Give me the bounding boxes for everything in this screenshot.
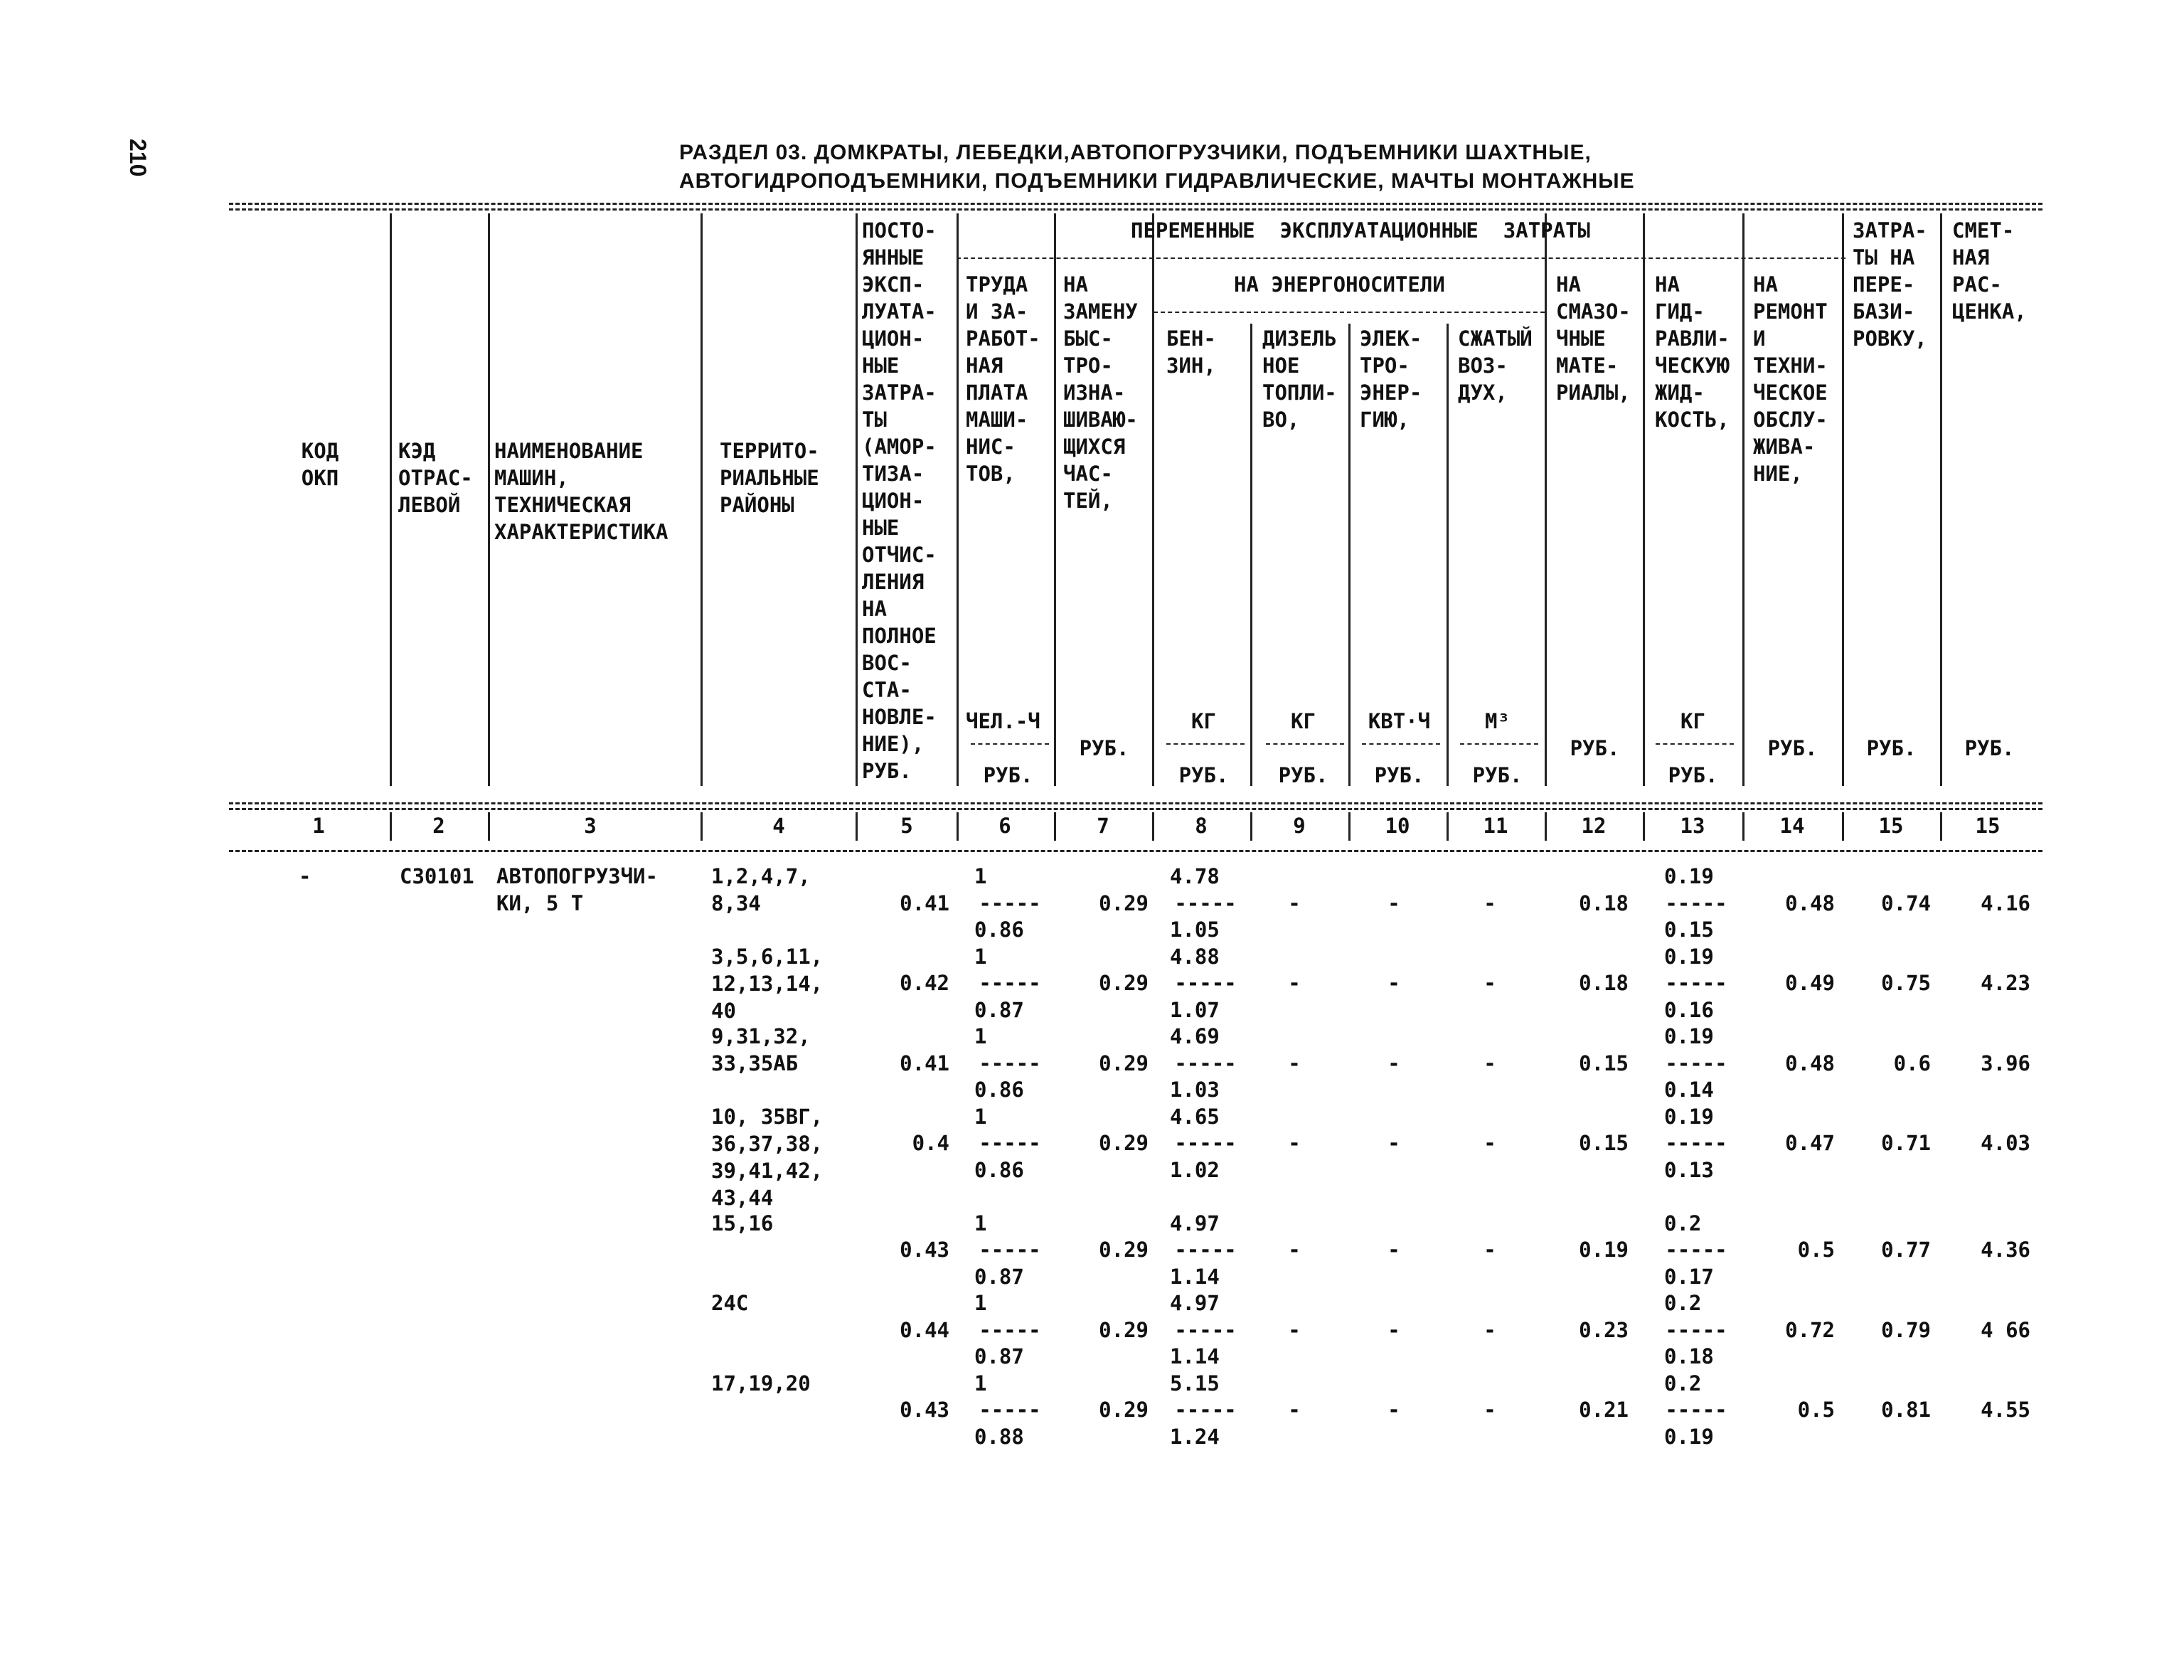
header-name: НАИМЕНОВАНИЕ МАШИН, ТЕХНИЧЕСКАЯ ХАРАКТЕРИСТИКА — [494, 439, 668, 544]
header-electric-unit-dash — [1362, 743, 1440, 745]
column-divider — [856, 213, 858, 786]
air-value: - — [1483, 971, 1496, 995]
fraction-line: ----- — [979, 1398, 1041, 1422]
header-relocation: ЗАТРА- ТЫ НА ПЕРЕ- БАЗИ- РОВКУ, — [1853, 218, 1927, 351]
header-bottom-rule-2 — [229, 808, 2042, 810]
column-number: 8 — [1195, 814, 1208, 838]
territorial-regions: 3,5,6,11, 12,13,14, 40 — [711, 944, 824, 1023]
hydraulic-cost-value: 0.17 — [1664, 1264, 1714, 1289]
labor-cost-value: 0.86 — [974, 918, 1024, 942]
header-regions: ТЕРРИТО- РИАЛЬНЫЕ РАЙОНЫ — [720, 439, 819, 517]
header-labor-unit-top: ЧЕЛ.-Ч — [966, 709, 1040, 733]
repair-value: 0.49 — [1785, 971, 1835, 995]
header-labor-unit-bottom: РУБ. — [983, 763, 1033, 787]
energy-column-divider — [1250, 324, 1252, 786]
header-petrol: БЕН- ЗИН, — [1166, 326, 1216, 378]
header-air-unit-bottom: РУБ. — [1472, 763, 1523, 787]
fraction-line: ----- — [1665, 1131, 1727, 1155]
fraction-line: ----- — [979, 890, 1041, 915]
constant-costs-value: 0.4 — [912, 1131, 949, 1155]
column-number: 1 — [312, 814, 325, 838]
column-divider — [1643, 213, 1645, 786]
parts-cost-value: 0.29 — [1099, 971, 1149, 995]
labor-cost-value: 0.87 — [974, 1264, 1024, 1289]
relocation-value: 0.74 — [1881, 890, 1931, 915]
relocation-value: 0.79 — [1881, 1317, 1931, 1342]
air-value: - — [1483, 1051, 1496, 1075]
constant-costs-value: 0.41 — [900, 890, 949, 915]
column-number: 14 — [1779, 814, 1805, 838]
column-number: 10 — [1385, 814, 1410, 838]
parts-cost-value: 0.29 — [1099, 1238, 1149, 1262]
column-divider — [488, 213, 490, 786]
petrol-kg-value: 4.69 — [1170, 1024, 1220, 1048]
header-electric-unit-top: КВТ·Ч — [1368, 709, 1431, 733]
header-diesel-unit-dash — [1266, 743, 1344, 745]
repair-value: 0.48 — [1785, 1051, 1835, 1075]
column-number: 5 — [900, 814, 913, 838]
diesel-value: - — [1288, 1051, 1301, 1075]
parts-cost-value: 0.29 — [1099, 1131, 1149, 1155]
column-divider — [1842, 213, 1844, 786]
hydraulic-kg-value: 0.19 — [1664, 944, 1714, 969]
column-divider — [1940, 213, 1942, 786]
energy-column-divider — [1348, 324, 1351, 786]
constant-costs-value: 0.43 — [900, 1398, 949, 1422]
hydraulic-cost-value: 0.19 — [1664, 1424, 1714, 1449]
column-number-divider — [957, 812, 959, 841]
repair-value: 0.5 — [1797, 1238, 1835, 1262]
column-number: 15 — [1975, 814, 2001, 838]
estimate-value: 4.23 — [1981, 971, 2030, 995]
electric-value: - — [1387, 1398, 1400, 1422]
labor-hours-value: 1 — [974, 864, 987, 888]
column-number-divider — [1643, 812, 1645, 841]
hydraulic-kg-value: 0.19 — [1664, 1024, 1714, 1048]
column-divider — [1545, 213, 1547, 786]
territorial-regions: 17,19,20 — [711, 1371, 811, 1395]
lubricants-value: 0.15 — [1579, 1051, 1629, 1075]
table-top-rule-2 — [229, 208, 2042, 211]
estimate-value: 4 66 — [1981, 1317, 2030, 1342]
column-number-divider — [1545, 812, 1547, 841]
estimate-value: 3.96 — [1981, 1051, 2030, 1075]
column-number-divider — [1742, 812, 1744, 841]
fraction-line: ----- — [1174, 1131, 1237, 1155]
machine-name: АВТОПОГРУЗЧИ- КИ, 5 Т — [496, 864, 658, 915]
header-bottom-rule — [229, 802, 2042, 804]
parts-cost-value: 0.29 — [1099, 1398, 1149, 1422]
petrol-cost-value: 1.14 — [1170, 1264, 1220, 1289]
column-number: 7 — [1097, 814, 1109, 838]
header-repair: НА РЕМОНТ И ТЕХНИ- ЧЕСКОЕ ОБСЛУ- ЖИВА- НИЕ, — [1753, 272, 1828, 486]
air-value: - — [1483, 890, 1496, 915]
petrol-cost-value: 1.14 — [1170, 1344, 1220, 1368]
territorial-regions: 15,16 — [711, 1211, 774, 1235]
estimate-value: 4.36 — [1981, 1238, 2030, 1262]
variable-costs-rule — [957, 257, 1845, 259]
column-number: 11 — [1483, 814, 1508, 838]
column-number-divider — [701, 812, 703, 841]
diesel-value: - — [1288, 971, 1301, 995]
column-number-divider — [1842, 812, 1844, 841]
lubricants-value: 0.21 — [1579, 1398, 1629, 1422]
territorial-regions: 9,31,32, 33,35АБ — [711, 1024, 811, 1075]
diesel-value: - — [1288, 1317, 1301, 1342]
lubricants-value: 0.15 — [1579, 1131, 1629, 1155]
column-divider — [390, 213, 392, 786]
labor-hours-value: 1 — [974, 1291, 987, 1315]
header-constant-costs: ПОСТО- ЯННЫЕ ЭКСП- ЛУАТА- ЦИОН- НЫЕ ЗАТРА- ТЫ (АМОР- ТИЗА- ЦИОН- НЫЕ ОТЧИС- ЛЕНИЯ НА ПОЛНОЕ ВОС- СТА- НОВЛЕ- НИЕ), РУБ. — [862, 218, 937, 783]
fraction-line: ----- — [1174, 1398, 1237, 1422]
fraction-line: ----- — [1174, 890, 1237, 915]
petrol-kg-value: 4.88 — [1170, 944, 1220, 969]
diesel-value: - — [1288, 1398, 1301, 1422]
diesel-value: - — [1288, 890, 1301, 915]
hydraulic-kg-value: 0.2 — [1664, 1291, 1702, 1315]
lubricants-value: 0.18 — [1579, 890, 1629, 915]
hydraulic-cost-value: 0.16 — [1664, 997, 1714, 1022]
constant-costs-value: 0.42 — [900, 971, 949, 995]
column-number-divider — [488, 812, 490, 841]
relocation-value: 0.75 — [1881, 971, 1931, 995]
relocation-value: 0.81 — [1881, 1398, 1931, 1422]
header-hydraulic-unit-top: КГ — [1680, 709, 1705, 733]
relocation-value: 0.6 — [1893, 1051, 1931, 1075]
constant-costs-value: 0.43 — [900, 1238, 949, 1262]
estimate-value: 4.16 — [1981, 890, 2030, 915]
fraction-line: ----- — [979, 1131, 1041, 1155]
column-numbers-rule — [229, 850, 2042, 852]
petrol-kg-value: 4.97 — [1170, 1211, 1220, 1235]
column-divider — [1152, 213, 1154, 786]
header-relocation-unit: РУБ. — [1866, 736, 1917, 760]
petrol-kg-value: 4.65 — [1170, 1104, 1220, 1129]
labor-hours-value: 1 — [974, 1104, 987, 1129]
fraction-line: ----- — [1174, 1317, 1237, 1342]
labor-cost-value: 0.87 — [974, 997, 1024, 1022]
air-value: - — [1483, 1317, 1496, 1342]
petrol-cost-value: 1.02 — [1170, 1157, 1220, 1182]
column-number: 12 — [1581, 814, 1607, 838]
constant-costs-value: 0.41 — [900, 1051, 949, 1075]
labor-hours-value: 1 — [974, 944, 987, 969]
territorial-regions: 1,2,4,7, 8,34 — [711, 864, 811, 915]
fraction-line: ----- — [979, 1317, 1041, 1342]
column-number-divider — [1940, 812, 1942, 841]
column-number: 4 — [772, 814, 785, 838]
header-hydraulic: НА ГИД- РАВЛИ- ЧЕСКУЮ ЖИД- КОСТЬ, — [1655, 272, 1730, 432]
header-estimate: СМЕТ- НАЯ РАС- ЦЕНКА, — [1952, 218, 2027, 324]
machine-ked: С30101 — [400, 864, 474, 888]
fraction-line: ----- — [1174, 1051, 1237, 1075]
header-labor-unit-dash — [971, 743, 1049, 745]
column-number: 6 — [998, 814, 1011, 838]
section-title-line1: РАЗДЕЛ 03. ДОМКРАТЫ, ЛЕБЕДКИ,АВТОПОГРУЗЧИКИ, ПОДЪЕМНИКИ ШАХТНЫЕ, — [679, 141, 1592, 164]
territorial-regions: 24С — [711, 1291, 749, 1315]
labor-cost-value: 0.87 — [974, 1344, 1024, 1368]
labor-cost-value: 0.88 — [974, 1424, 1024, 1449]
fraction-line: ----- — [979, 1051, 1041, 1075]
column-divider — [1742, 213, 1744, 786]
constant-costs-value: 0.44 — [900, 1317, 949, 1342]
header-air-unit-top: М³ — [1485, 709, 1510, 733]
labor-hours-value: 1 — [974, 1024, 987, 1048]
header-ked: КЭД ОТРАС- ЛЕВОЙ — [398, 439, 473, 517]
column-number-divider — [1250, 812, 1252, 841]
column-number-divider — [1348, 812, 1351, 841]
machine-kod-okp: - — [299, 864, 311, 888]
fraction-line: ----- — [1665, 1238, 1727, 1262]
header-diesel-unit-bottom: РУБ. — [1278, 763, 1328, 787]
petrol-cost-value: 1.03 — [1170, 1078, 1220, 1102]
lubricants-value: 0.23 — [1579, 1317, 1629, 1342]
petrol-cost-value: 1.05 — [1170, 918, 1220, 942]
header-parts-unit: РУБ. — [1079, 736, 1129, 760]
hydraulic-cost-value: 0.18 — [1664, 1344, 1714, 1368]
header-hydraulic-unit-bottom: РУБ. — [1668, 763, 1718, 787]
electric-value: - — [1387, 971, 1400, 995]
hydraulic-kg-value: 0.2 — [1664, 1371, 1702, 1395]
electric-value: - — [1387, 1317, 1400, 1342]
column-number: 13 — [1680, 814, 1705, 838]
header-diesel: ДИЗЕЛЬ НОЕ ТОПЛИ- ВО, — [1262, 326, 1337, 432]
header-lubricants-unit: РУБ. — [1570, 736, 1620, 760]
column-divider — [1054, 213, 1056, 786]
column-number-divider — [390, 812, 392, 841]
air-value: - — [1483, 1131, 1496, 1155]
repair-value: 0.72 — [1785, 1317, 1835, 1342]
table-top-rule — [229, 203, 2042, 205]
energy-rule — [1154, 312, 1545, 313]
column-number-divider — [1054, 812, 1056, 841]
hydraulic-kg-value: 0.19 — [1664, 864, 1714, 888]
header-air-unit-dash — [1460, 743, 1538, 745]
header-petrol-unit-top: КГ — [1191, 709, 1216, 733]
repair-value: 0.5 — [1797, 1398, 1835, 1422]
column-number: 2 — [432, 814, 445, 838]
hydraulic-cost-value: 0.14 — [1664, 1078, 1714, 1102]
parts-cost-value: 0.29 — [1099, 1051, 1149, 1075]
column-number: 15 — [1878, 814, 1904, 838]
electric-value: - — [1387, 1051, 1400, 1075]
fraction-line: ----- — [1174, 1238, 1237, 1262]
fraction-line: ----- — [1665, 1051, 1727, 1075]
hydraulic-kg-value: 0.2 — [1664, 1211, 1702, 1235]
column-divider — [701, 213, 703, 786]
header-diesel-unit-top: КГ — [1291, 709, 1316, 733]
fraction-line: ----- — [979, 971, 1041, 995]
estimate-value: 4.03 — [1981, 1131, 2030, 1155]
petrol-cost-value: 1.07 — [1170, 997, 1220, 1022]
lubricants-value: 0.18 — [1579, 971, 1629, 995]
header-estimate-unit: РУБ. — [1964, 736, 2015, 760]
diesel-value: - — [1288, 1131, 1301, 1155]
labor-cost-value: 0.86 — [974, 1078, 1024, 1102]
lubricants-value: 0.19 — [1579, 1238, 1629, 1262]
hydraulic-cost-value: 0.15 — [1664, 918, 1714, 942]
column-number: 3 — [584, 814, 597, 838]
repair-value: 0.48 — [1785, 890, 1835, 915]
relocation-value: 0.77 — [1881, 1238, 1931, 1262]
header-parts: НА ЗАМЕНУ БЫС- ТРО- ИЗНА- ШИВАЮ- ЩИХСЯ ЧАС- ТЕЙ, — [1063, 272, 1138, 513]
estimate-value: 4.55 — [1981, 1398, 2030, 1422]
parts-cost-value: 0.29 — [1099, 1317, 1149, 1342]
petrol-kg-value: 5.15 — [1170, 1371, 1220, 1395]
header-air: СЖАТЫЙ ВОЗ- ДУХ, — [1458, 326, 1533, 405]
labor-hours-value: 1 — [974, 1211, 987, 1235]
energy-column-divider — [1447, 324, 1449, 786]
section-title-line2: АВТОГИДРОПОДЪЕМНИКИ, ПОДЪЕМНИКИ ГИДРАВЛИЧЕСКИЕ, МАЧТЫ МОНТАЖНЫЕ — [679, 169, 1635, 193]
column-number-divider — [1447, 812, 1449, 841]
fraction-line: ----- — [1665, 890, 1727, 915]
parts-cost-value: 0.29 — [1099, 890, 1149, 915]
header-electric: ЭЛЕК- ТРО- ЭНЕР- ГИЮ, — [1360, 326, 1422, 432]
labor-hours-value: 1 — [974, 1371, 987, 1395]
hydraulic-cost-value: 0.13 — [1664, 1157, 1714, 1182]
column-number-divider — [856, 812, 858, 841]
electric-value: - — [1387, 1238, 1400, 1262]
header-kod-okp: КОД ОКП — [301, 439, 339, 490]
column-divider — [957, 213, 959, 786]
column-number: 9 — [1293, 814, 1306, 838]
fraction-line: ----- — [979, 1238, 1041, 1262]
repair-value: 0.47 — [1785, 1131, 1835, 1155]
header-electric-unit-bottom: РУБ. — [1374, 763, 1424, 787]
header-petrol-unit-bottom: РУБ. — [1178, 763, 1229, 787]
territorial-regions: 10, 35ВГ, 36,37,38, 39,41,42, 43,44 — [711, 1104, 824, 1210]
page-number: 210 — [125, 139, 151, 177]
petrol-kg-value: 4.78 — [1170, 864, 1220, 888]
diesel-value: - — [1288, 1238, 1301, 1262]
air-value: - — [1483, 1398, 1496, 1422]
header-lubricants: НА СМАЗО- ЧНЫЕ МАТЕ- РИАЛЫ, — [1556, 272, 1631, 405]
fraction-line: ----- — [1665, 971, 1727, 995]
hydraulic-kg-value: 0.19 — [1664, 1104, 1714, 1129]
fraction-line: ----- — [1665, 1398, 1727, 1422]
header-repair-unit: РУБ. — [1767, 736, 1818, 760]
petrol-kg-value: 4.97 — [1170, 1291, 1220, 1315]
fraction-line: ----- — [1665, 1317, 1727, 1342]
electric-value: - — [1387, 890, 1400, 915]
header-hydraulic-unit-dash — [1656, 743, 1734, 745]
relocation-value: 0.71 — [1881, 1131, 1931, 1155]
fraction-line: ----- — [1174, 971, 1237, 995]
column-number-divider — [1152, 812, 1154, 841]
header-labor: ТРУДА И ЗА- РАБОТ- НАЯ ПЛАТА МАШИ- НИС- ТОВ, — [966, 272, 1040, 486]
petrol-cost-value: 1.24 — [1170, 1424, 1220, 1449]
header-petrol-unit-dash — [1166, 743, 1245, 745]
electric-value: - — [1387, 1131, 1400, 1155]
header-energy: НА ЭНЕРГОНОСИТЕЛИ — [1234, 272, 1445, 297]
labor-cost-value: 0.86 — [974, 1157, 1024, 1182]
header-variable-costs: ПЕРЕМЕННЫЕ ЭКСПЛУАТАЦИОННЫЕ ЗАТРАТЫ — [1131, 218, 1591, 243]
air-value: - — [1483, 1238, 1496, 1262]
